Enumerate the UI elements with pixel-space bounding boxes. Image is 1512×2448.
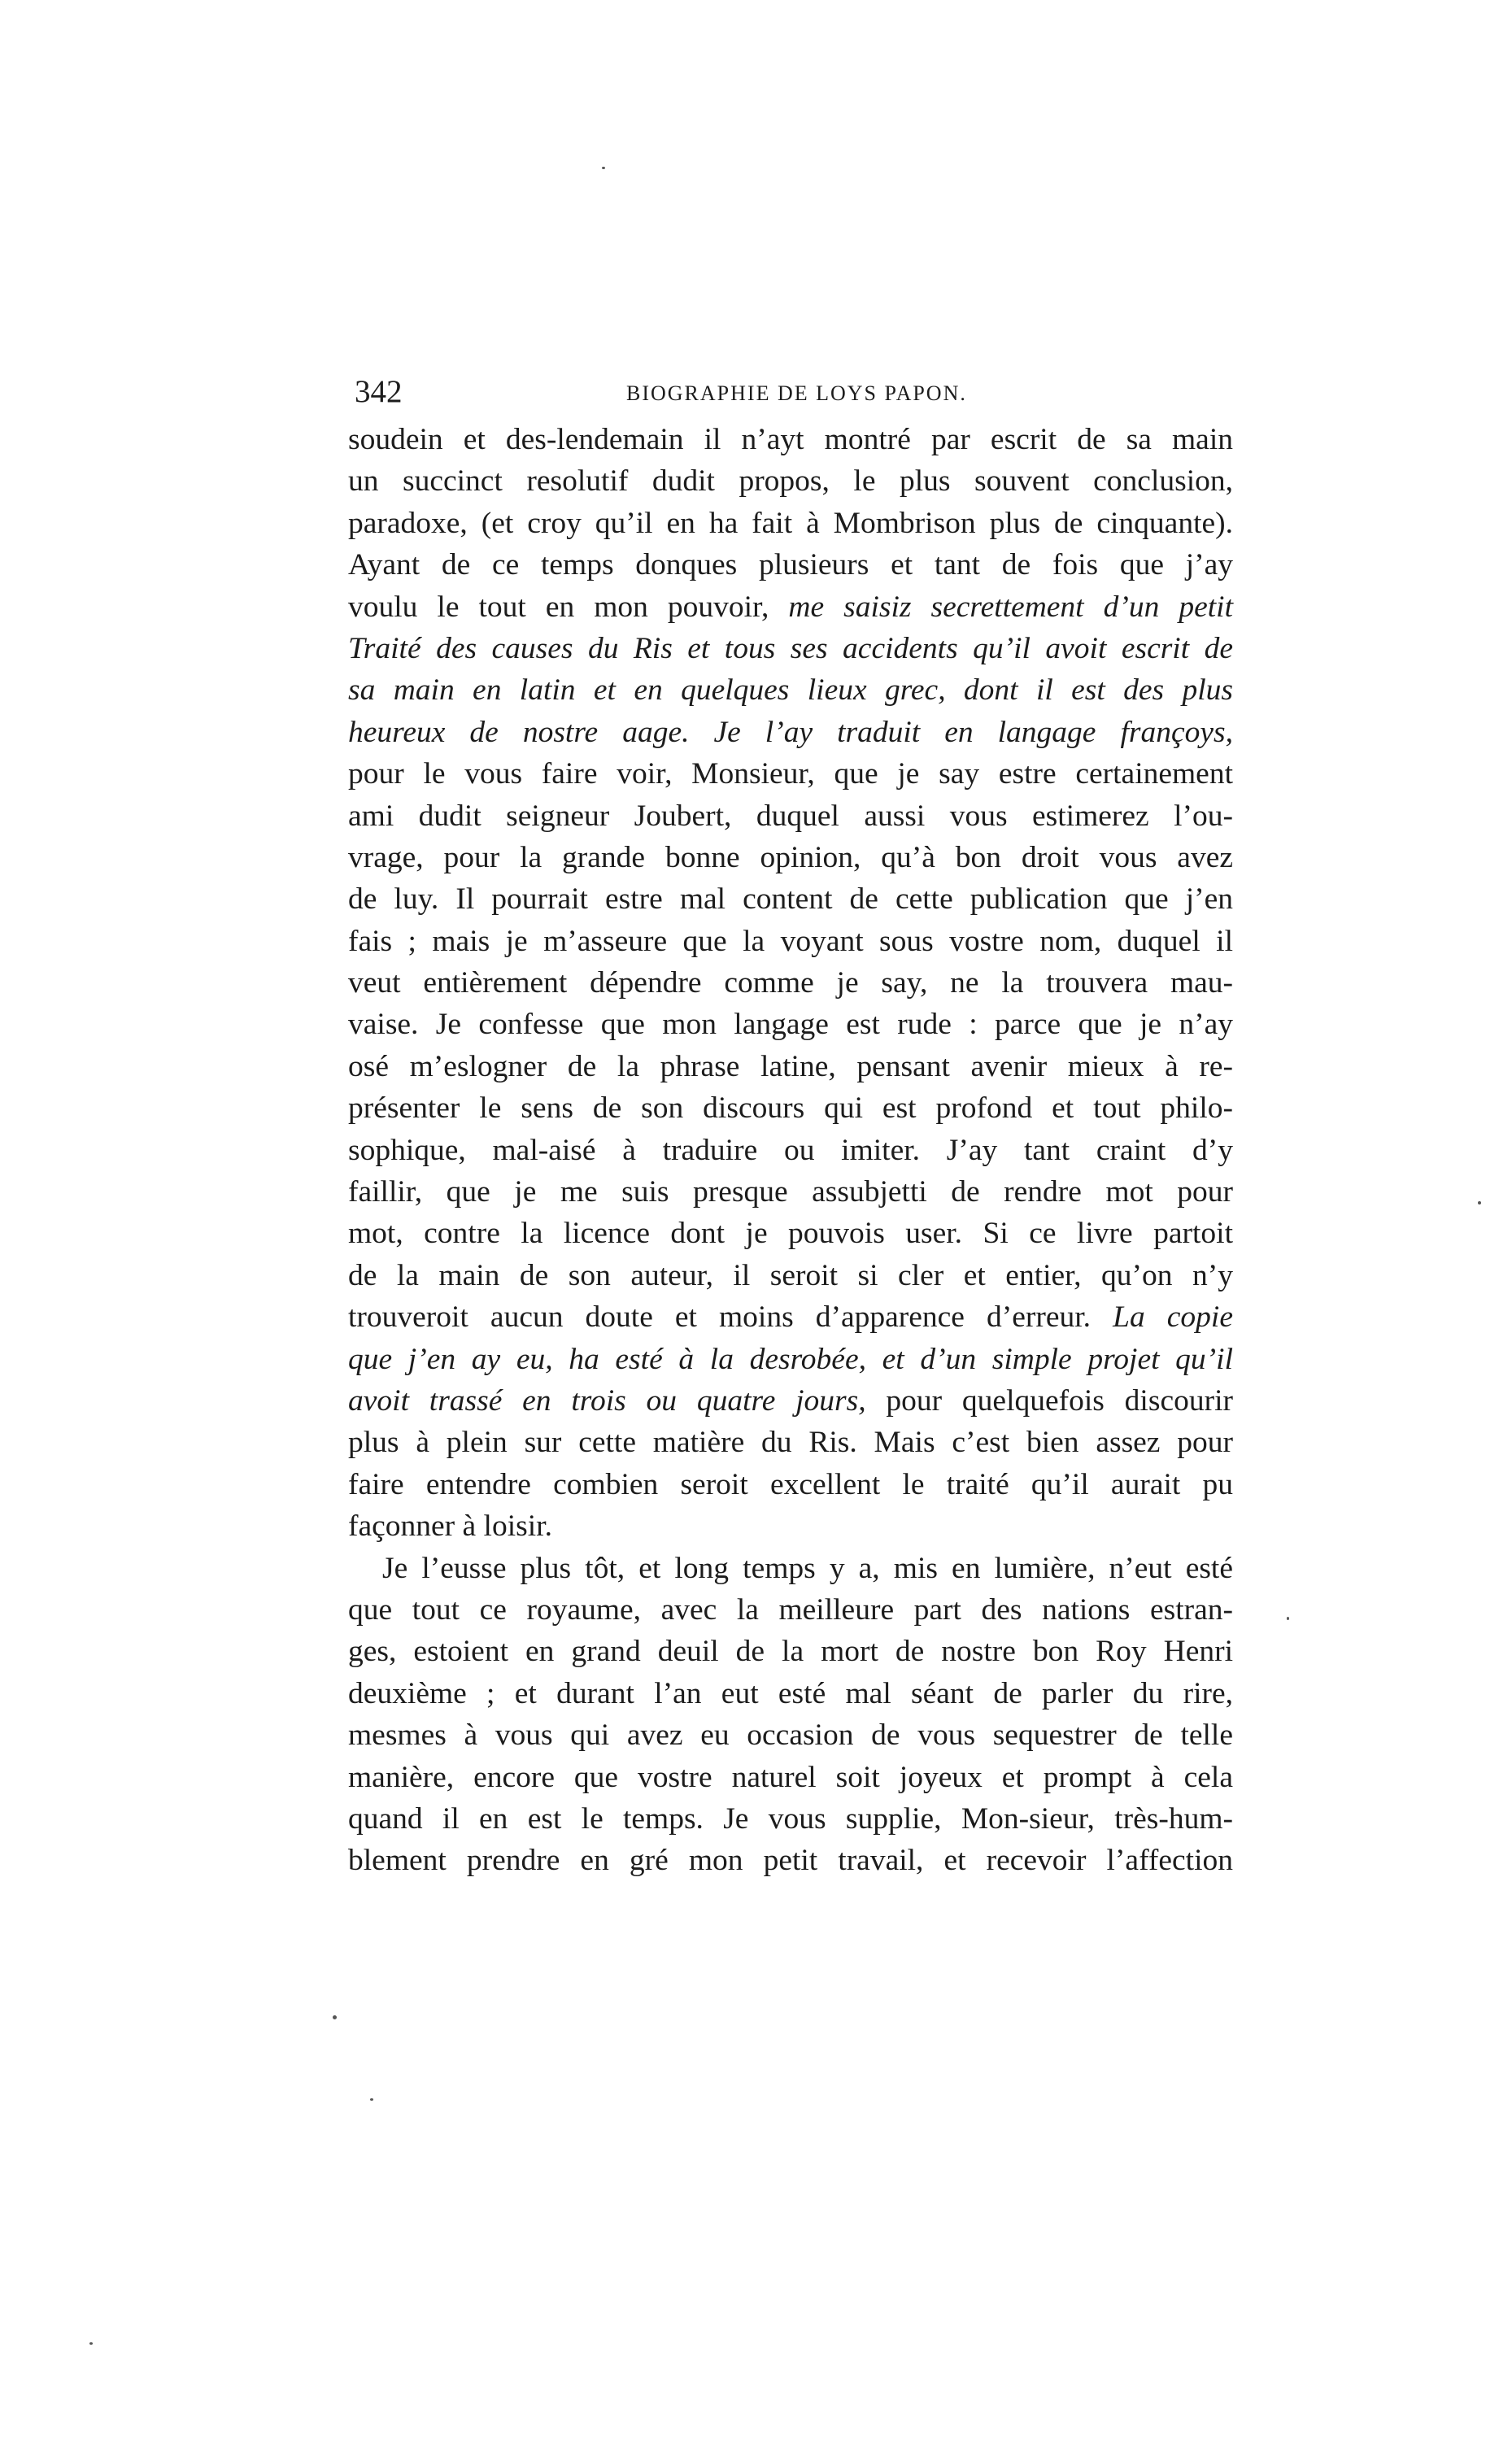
text-line [348, 1840, 1233, 1881]
text-line [348, 503, 1233, 544]
text-line [348, 669, 1233, 711]
text-run: sophique, mal-aisé à traduire ou imiter. J’ay tant craint d’y [348, 1133, 1233, 1167]
text-line [348, 460, 1233, 502]
text-line [348, 544, 1233, 586]
text-line [348, 586, 1233, 628]
text-line [348, 1171, 1233, 1213]
text-line [348, 1213, 1233, 1254]
text-line [348, 1087, 1233, 1129]
text-run: deuxième ; et durant l’an eut esté mal séant de parler du rire, [348, 1676, 1233, 1710]
text-run: ges, estoient en grand deuil de la mort de nostre bon Roy Henri [348, 1635, 1233, 1669]
text-run: présenter le sens de son discours qui est profond et tout philo- [348, 1091, 1233, 1126]
text-line [348, 1464, 1233, 1505]
text-run: de luy. Il pourrait estre mal content de cette publication que j’en [348, 882, 1233, 917]
italic-text: sa main en latin et en quelques lieux grec, dont il est des plus [348, 673, 1233, 708]
italic-text: La copie [1113, 1300, 1233, 1335]
text-run: façonner à loisir. [348, 1509, 552, 1544]
dust-speck [1478, 1201, 1481, 1204]
text-line [348, 1422, 1233, 1463]
text-line [348, 712, 1233, 753]
text-run: ami dudit seigneur Joubert, duquel aussi vous estimerez l’ou- [348, 799, 1233, 833]
text-run: veut entièrement dépendre comme je say, ne la trouvera mau- [348, 966, 1233, 1000]
text-run: un succinct resolutif dudit propos, le plus souvent conclusion, [348, 464, 1233, 499]
text-line [348, 419, 1233, 460]
text-run: de la main de son auteur, il seroit si cler et entier, qu’on n’y [348, 1258, 1233, 1292]
text-run: plus à plein sur cette matière du Ris. Mais c’est bien assez pour [348, 1426, 1233, 1460]
text-line [348, 1380, 1233, 1422]
dust-speck [89, 2342, 93, 2345]
text-run: mesmes à vous qui avez eu occasion de vous sequestrer de telle [348, 1718, 1233, 1753]
text-line [348, 1714, 1233, 1756]
text-line [348, 921, 1233, 962]
text-line [348, 1548, 1233, 1589]
text-run: soudein et des-lendemain il n’ayt montré par escrit de sa main [348, 423, 1233, 456]
text-line [348, 837, 1233, 878]
text-run: fais ; mais je m’asseure que la voyant sous vostre nom, duquel il [348, 924, 1233, 958]
text-line [348, 628, 1233, 669]
dust-speck [602, 167, 605, 169]
page-header [355, 368, 1233, 416]
text-run: Je l’eusse plus tôt, et long temps y a, mis en lumière, n’eut esté [382, 1551, 1233, 1585]
running-head: BIOGRAPHIE DE LOYS PAPON. [626, 381, 967, 405]
text-run: mot, contre la licence dont je pouvois user. Si ce livre partoit [348, 1217, 1233, 1251]
text-run: trouveroit aucun doute et moins d’apparence d’erreur. [348, 1300, 1113, 1335]
text-run: manière, encore que vostre naturel soit joyeux et prompt à cela [348, 1760, 1233, 1794]
text-line [348, 753, 1233, 795]
text-line [348, 1673, 1233, 1714]
text-run: quand il en est le temps. Je vous supplie, Mon-sieur, très-hum- [348, 1801, 1233, 1836]
italic-text: que j’en ay eu, ha esté à la desrobée, et d’un simple projet qu’il [348, 1342, 1233, 1376]
italic-text: Traité des causes du Ris et tous ses accidents qu’il avoit escrit de [348, 631, 1233, 665]
text-run: voulu le tout en mon pouvoir, [348, 590, 789, 624]
text-run: osé m’eslogner de la phrase latine, pensant avenir mieux à re- [348, 1049, 1233, 1083]
text-line [348, 795, 1233, 837]
text-run: blement prendre en gré mon petit travail, et recevoir l’affection [348, 1844, 1233, 1878]
text-line [348, 1589, 1233, 1631]
text-line [348, 962, 1233, 1004]
text-run: Ayant de ce temps donques plusieurs et tant de fois que j’ay [348, 548, 1233, 582]
text-run: vrage, pour la grande bonne opinion, qu’à bon droit vous avez [348, 840, 1233, 874]
text-line [348, 1046, 1233, 1087]
text-run: faillir, que je me suis presque assubjetti de rendre mot pour [348, 1175, 1233, 1209]
text-line [348, 1296, 1233, 1338]
text-line [348, 1757, 1233, 1798]
page-number: 342 [355, 374, 403, 409]
text-line [348, 1255, 1233, 1296]
italic-text: me saisiz secrettement d’un petit [788, 590, 1233, 624]
text-run: que tout ce royaume, avec la meilleure part des nations estran- [348, 1592, 1233, 1627]
text-line [348, 1130, 1233, 1171]
italic-text: avoit trassé en trois ou quatre jours, [348, 1383, 866, 1418]
text-line [348, 1798, 1233, 1840]
text-line [348, 1339, 1233, 1380]
body-text [348, 419, 1233, 1882]
dust-speck [370, 2098, 373, 2101]
text-line [348, 1004, 1233, 1045]
text-line [348, 1631, 1233, 1672]
dust-speck [1287, 1617, 1289, 1620]
text-run: pour quelquefois discourir [865, 1383, 1233, 1418]
dust-speck [333, 2015, 337, 2019]
text-run: vaise. Je confesse que mon langage est rude : parce que je n’ay [348, 1008, 1233, 1042]
text-run: paradoxe, (et croy qu’il en ha fait à Mombrison plus de cinquante). [348, 506, 1233, 540]
text-line [348, 878, 1233, 920]
text-run: faire entendre combien seroit excellent le traité qu’il aurait pu [348, 1467, 1233, 1501]
italic-text: heureux de nostre aage. Je l’ay traduit en langage françoys, [348, 715, 1233, 749]
text-run: pour le vous faire voir, Monsieur, que je say estre certainement [348, 757, 1233, 791]
text-line [348, 1505, 1233, 1547]
